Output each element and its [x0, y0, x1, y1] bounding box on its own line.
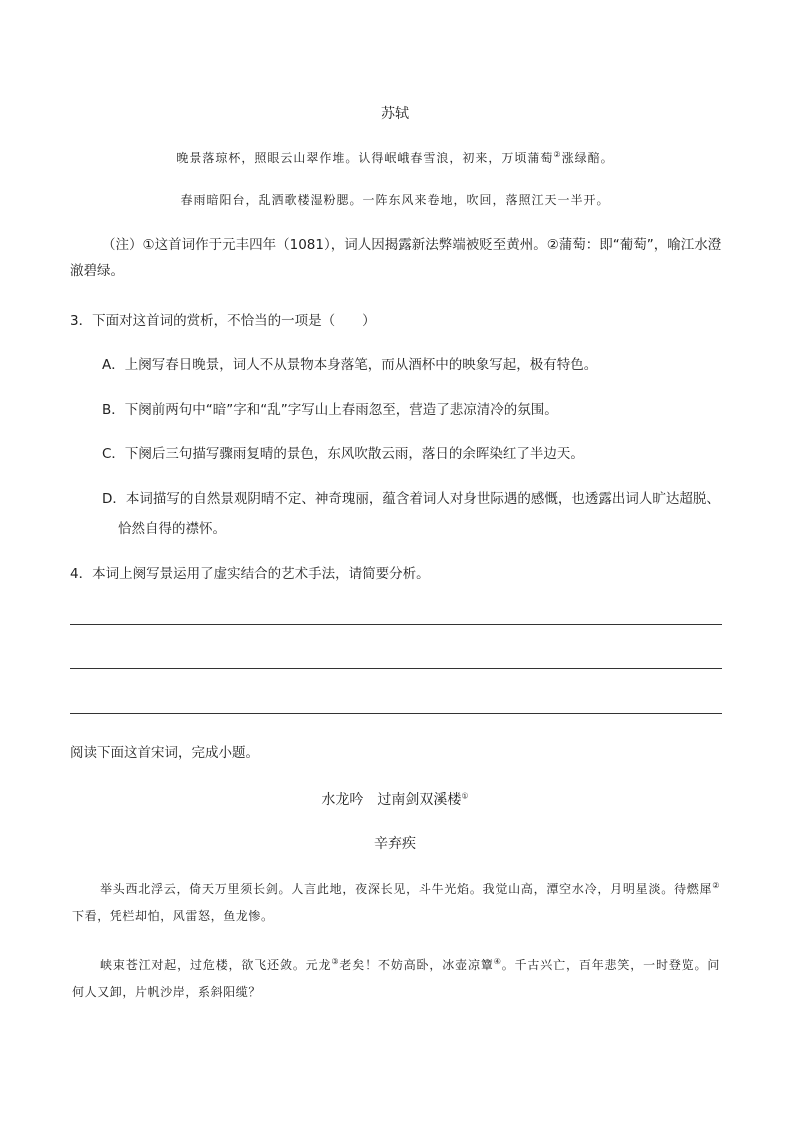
- answer-line-2[interactable]: [70, 668, 722, 669]
- poem-2-paragraph-2: [72, 948, 720, 1006]
- answer-line-1[interactable]: [70, 624, 722, 625]
- question-3-option-a: A．上阕写春日晚景，词人不从景物本身落笔，而从酒杯中的映象写起，极有特色。: [102, 357, 598, 373]
- question-3-stem: 3．下面对这首词的赏析，不恰当的一项是（ ）: [70, 313, 376, 329]
- poem-line-1-text-end: 涨绿醅。: [561, 151, 614, 165]
- poem-2-p1-text-end: 下看，凭栏却怕，风雷怒，鱼龙惨。: [72, 909, 274, 923]
- poem-line-1-text: 晚景落琼杯，照眼云山翠作堆。认得岷峨春雪浪，初来，万顷蒲萄: [176, 151, 554, 165]
- answer-line-3[interactable]: [70, 713, 722, 714]
- poem-line-1: [70, 149, 720, 166]
- question-4-stem: 4．本词上阕写景运用了虚实结合的艺术手法，请简要分析。: [70, 566, 430, 582]
- poem-2-p1-text: 举头西北浮云，倚天万里须长剑。人言此地，夜深长见，斗牛光焰。我觉山高，潭空水冷，月明星淡。待燃犀: [100, 882, 713, 896]
- poem-2-author: 辛弃疾: [374, 836, 416, 852]
- footnote-marker: ④: [493, 957, 502, 966]
- footnote-marker: ③: [331, 957, 340, 966]
- poem-2-paragraph-1: [72, 872, 720, 930]
- poem-2-p2-text: 峡束苍江对起，过危楼，欲飞还敛。元龙: [100, 958, 332, 972]
- poem-line-2: 春雨暗阳台，乱洒歌楼湿粉腮。一阵东风来卷地，吹回，落照江天一半开。: [180, 193, 610, 207]
- question-3-option-d-continued: 恰然自得的襟怀。: [118, 521, 226, 537]
- poem-title-text: 水龙吟 过南剑双溪楼: [321, 792, 462, 808]
- footnote-marker: ①: [461, 791, 469, 801]
- reading-intro: 阅读下面这首宋词，完成小题。: [70, 745, 259, 761]
- poem-author: 苏轼: [381, 106, 409, 122]
- question-3-option-c: C．下阕后三句描写骤雨复晴的景色，东风吹散云雨，落日的余晖染红了半边天。: [102, 446, 584, 462]
- poem-note: （注）①这首词作于元丰四年（1081），词人因揭露新法弊端被贬至黄州。②蒲萄：即“葡萄”，喻江水澄澈碧绿。: [70, 237, 722, 279]
- poem-title: [70, 789, 720, 809]
- poem-2-p2-text-end: 。千古兴亡，百年悲笑，一时登览。问何人又卸，片帆沙岸，系斜阳缆？: [72, 958, 720, 999]
- footnote-marker: ②: [553, 150, 562, 159]
- question-3-option-d: D．本词描写的自然景观阴晴不定、神奇瑰丽，蕴含着词人对身世际遇的感慨，也透露出词人旷达超脱、: [102, 491, 720, 507]
- footnote-marker: ②: [712, 881, 720, 890]
- question-3-option-b: B．下阕前两句中“暗”字和“乱”字写山上春雨忽至，营造了悲凉清冷的氛围。: [102, 402, 558, 418]
- poem-2-p2-text-mid: 老矣！不妨高卧，冰壶凉簟: [339, 958, 494, 972]
